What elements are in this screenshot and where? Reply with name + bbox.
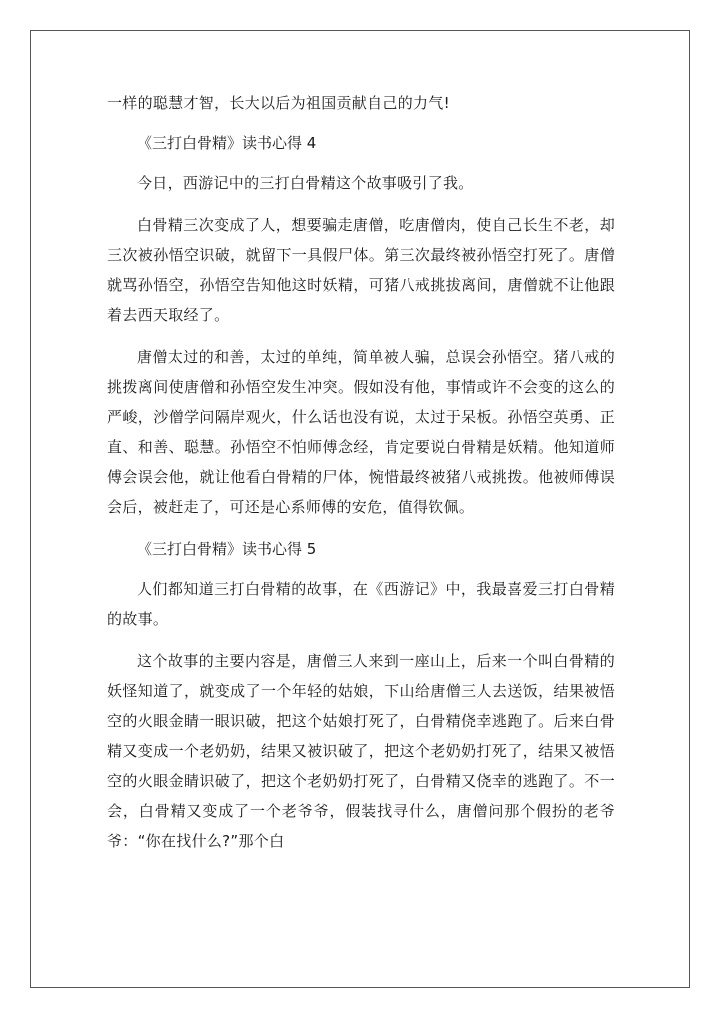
paragraph-continuation: 一样的聪慧才智，长大以后为祖国贡献自己的力气! xyxy=(107,94,450,112)
paragraph: 今日，西游记中的三打白骨精这个故事吸引了我。 xyxy=(137,174,474,192)
paragraph: 人们都知道三打白骨精的故事，在《西游记》中，我最喜爱三打白骨精的故事。 xyxy=(107,580,615,628)
document-body xyxy=(107,88,615,868)
paragraph: 唐僧太过的和善，太过的单纯，简单被人骗，总误会孙悟空。猪八戒的挑拨离间使唐僧和孙悟空发生冲突。假如没有他，事情或许不会变的这么的严峻，沙僧学问隔岸观火，什么话也没有说，太过于呆板。孙悟空英勇、正直、和善、聪慧。孙悟空不怕师傅念经，肯定要说白骨精是妖精。他知道师傅会误会他，就让他看白骨精的尸体，惋惜最终被猪八戒挑拨。他被师傅误会后，被赶走了，可还是心系师傅的安危，值得钦佩。 xyxy=(107,348,615,516)
section-heading-4: 《三打白骨精》读书心得 4 xyxy=(137,134,317,152)
paragraph: 白骨精三次变成了人，想要骗走唐僧，吃唐僧肉，使自己长生不老，却三次被孙悟空识破，就留下一具假尸体。第三次最终被孙悟空打死了。唐僧就骂孙悟空，孙悟空告知他这时妖精，可猪八戒挑拔离间，唐僧就不让他跟着去西天取经了。 xyxy=(107,216,615,324)
section-heading-5: 《三打白骨精》读书心得 5 xyxy=(137,540,317,558)
paragraph: 这个故事的主要内容是，唐僧三人来到一座山上，后来一个叫白骨精的妖怪知道了，就变成了一个年轻的姑娘，下山给唐僧三人去送饭，结果被悟空的火眼金睛一眼识破，把这个姑娘打死了，白骨精侥幸逃跑了。后来白骨精又变成一个老奶奶，结果又被识破了，把这个老奶奶打死了，结果又被悟空的火眼金睛识破了，把这个老奶奶打死了，白骨精又侥幸的逃跑了。不一会，白骨精又变成了一个老爷爷，假装找寻什么，唐僧问那个假扮的老爷爷：“你在找什么?”那个白 xyxy=(107,652,615,850)
